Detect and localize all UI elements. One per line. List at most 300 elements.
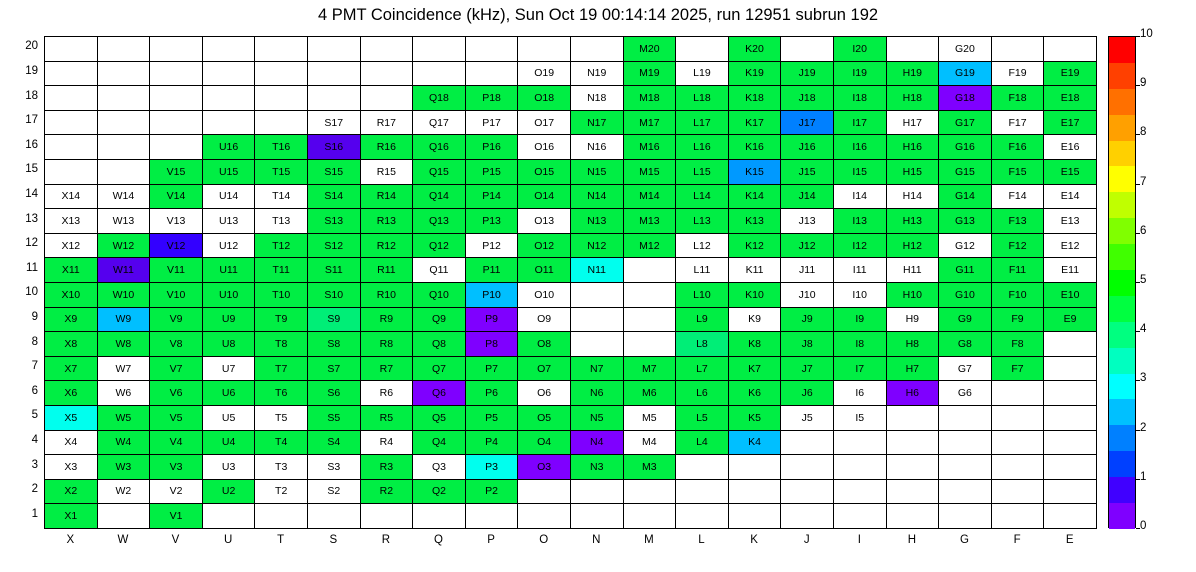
heatmap-cell: I18 [833,86,886,111]
heatmap-cell [728,455,781,480]
heatmap-cell: I9 [833,307,886,332]
heatmap-cell: K12 [728,233,781,258]
heatmap-cell: F12 [991,233,1044,258]
heatmap-cell: X11 [45,258,98,283]
x-axis-tick-label: R [381,534,391,546]
heatmap-cell: W10 [97,282,150,307]
heatmap-row [45,356,1097,381]
heatmap-cell [360,86,413,111]
heatmap-cell: O14 [518,184,571,209]
heatmap-cell [45,159,98,184]
heatmap-cell: W7 [97,356,150,381]
heatmap-cell: N13 [570,209,623,234]
y-axis-tick-label: 10 [25,286,38,299]
y-axis-tick-label: 15 [25,163,38,176]
heatmap-cell: M17 [623,110,676,135]
heatmap-cell: M20 [623,37,676,62]
heatmap-cell: I12 [833,233,886,258]
heatmap-cell [97,159,150,184]
colorbar-band [1109,503,1135,529]
colorbar-tick-mark [1136,85,1140,86]
heatmap-cell [255,61,308,86]
heatmap-cell [413,61,466,86]
heatmap-cell [360,37,413,62]
heatmap-cell [307,61,360,86]
heatmap-cell: U2 [202,479,255,504]
heatmap-cell: X9 [45,307,98,332]
heatmap-cell: P2 [465,479,518,504]
heatmap-cell [150,135,203,160]
y-axis-tick-label: 16 [25,138,38,151]
heatmap-cell: M12 [623,233,676,258]
heatmap-cell: N4 [570,430,623,455]
heatmap-cell: S6 [307,381,360,406]
heatmap-cell: U12 [202,233,255,258]
heatmap-cell: G10 [939,282,992,307]
y-axis-tick-label: 5 [31,409,38,422]
heatmap-cell: L18 [676,86,729,111]
colorbar-tick-mark [1136,36,1140,37]
heatmap-cell: O8 [518,332,571,357]
heatmap-cell: I11 [833,258,886,283]
heatmap-cell: L12 [676,233,729,258]
heatmap-cell: T3 [255,455,308,480]
heatmap-cell: P6 [465,381,518,406]
y-axis-tick-label: 17 [25,114,38,127]
heatmap-cell [570,307,623,332]
heatmap-cell [97,504,150,529]
heatmap-cell [781,455,834,480]
heatmap-cell: J5 [781,405,834,430]
x-axis-tick-label: V [171,534,180,546]
heatmap-cell: R16 [360,135,413,160]
y-axis-tick-label: 14 [25,187,38,200]
heatmap-cell [150,86,203,111]
heatmap-cell [676,479,729,504]
heatmap-cell: L19 [676,61,729,86]
heatmap-cell: P12 [465,233,518,258]
heatmap-cell: Q2 [413,479,466,504]
colorbar-tick-label: 10 [1140,28,1153,40]
heatmap-cell: N11 [570,258,623,283]
heatmap-cell: N16 [570,135,623,160]
heatmap-cell [1044,504,1097,529]
heatmap-cell: X12 [45,233,98,258]
heatmap-cell: L17 [676,110,729,135]
heatmap-cell: H17 [886,110,939,135]
heatmap-cell: N12 [570,233,623,258]
heatmap-cell: O19 [518,61,571,86]
heatmap-cell: H12 [886,233,939,258]
heatmap-cell: T8 [255,332,308,357]
heatmap-cell: T15 [255,159,308,184]
heatmap-cell: R6 [360,381,413,406]
heatmap-cell: G6 [939,381,992,406]
x-axis-tick-label: L [698,534,705,546]
heatmap-cell: S7 [307,356,360,381]
heatmap-cell: L5 [676,405,729,430]
heatmap-cell: X13 [45,209,98,234]
colorbar-band [1109,166,1135,192]
heatmap-cell: P7 [465,356,518,381]
heatmap-cell: T6 [255,381,308,406]
heatmap-cell: I19 [833,61,886,86]
heatmap-cell [991,405,1044,430]
heatmap-cell: Q16 [413,135,466,160]
heatmap-cell: E19 [1044,61,1097,86]
heatmap-cell: U11 [202,258,255,283]
heatmap-cell: F19 [991,61,1044,86]
heatmap-cell: I10 [833,282,886,307]
colorbar-tick-label: 9 [1140,77,1147,90]
heatmap-row [45,258,1097,283]
heatmap-row [45,233,1097,258]
heatmap-cell [45,135,98,160]
heatmap-cell: K18 [728,86,781,111]
colorbar-tick-label: 4 [1140,323,1147,336]
heatmap-cell [833,430,886,455]
heatmap-cell: W3 [97,455,150,480]
heatmap-cell [623,282,676,307]
heatmap-cell: E16 [1044,135,1097,160]
heatmap-cell [570,37,623,62]
heatmap-cell: Q17 [413,110,466,135]
heatmap-row [45,37,1097,62]
heatmap-cell [45,110,98,135]
heatmap-cell [623,332,676,357]
heatmap-cell [202,504,255,529]
heatmap-cell: K14 [728,184,781,209]
heatmap-cell: P8 [465,332,518,357]
colorbar [1108,36,1136,528]
heatmap-cell [307,37,360,62]
heatmap-cell: J8 [781,332,834,357]
heatmap-cell [1044,430,1097,455]
colorbar-band [1109,477,1135,503]
heatmap-cell: X1 [45,504,98,529]
heatmap-cell [360,504,413,529]
x-axis-tick-label: H [907,534,917,546]
heatmap-row [45,209,1097,234]
heatmap-cell: P10 [465,282,518,307]
heatmap-cell [150,61,203,86]
heatmap-cell: O5 [518,405,571,430]
heatmap-cell: J15 [781,159,834,184]
heatmap-cell: L15 [676,159,729,184]
heatmap-cell: E17 [1044,110,1097,135]
colorbar-tick-label: 2 [1140,421,1147,434]
heatmap-cell: Q11 [413,258,466,283]
heatmap-cell [1044,381,1097,406]
heatmap-cell: S3 [307,455,360,480]
heatmap-cell: K19 [728,61,781,86]
colorbar-tick-mark [1136,282,1140,283]
heatmap-cell: F9 [991,307,1044,332]
heatmap-row [45,405,1097,430]
heatmap-cell [676,455,729,480]
heatmap-cell: M14 [623,184,676,209]
heatmap-cell: H18 [886,86,939,111]
heatmap-cell [255,37,308,62]
heatmap-cell: T16 [255,135,308,160]
colorbar-band [1109,322,1135,348]
heatmap-cell: E13 [1044,209,1097,234]
heatmap-cell: O11 [518,258,571,283]
heatmap-cell: J17 [781,110,834,135]
heatmap-cell: W2 [97,479,150,504]
heatmap-cell: V14 [150,184,203,209]
heatmap-cell: V3 [150,455,203,480]
heatmap-cell: V8 [150,332,203,357]
heatmap-cell [307,86,360,111]
heatmap-cell [518,37,571,62]
heatmap-cell: K11 [728,258,781,283]
heatmap-cell: G7 [939,356,992,381]
heatmap-cell: F18 [991,86,1044,111]
colorbar-tick-label: 5 [1140,274,1147,286]
heatmap-cell: I20 [833,37,886,62]
heatmap-cell: J7 [781,356,834,381]
colorbar-tick-mark [1136,479,1140,480]
heatmap-cell [991,37,1044,62]
heatmap-cell: R14 [360,184,413,209]
heatmap-cell [97,37,150,62]
colorbar-band [1109,63,1135,89]
heatmap-cell: L7 [676,356,729,381]
heatmap-row [45,479,1097,504]
heatmap-cell: J6 [781,381,834,406]
colorbar-tick-mark [1136,430,1140,431]
heatmap-cell [202,110,255,135]
heatmap-cell: X14 [45,184,98,209]
heatmap-cell: N5 [570,405,623,430]
heatmap-cell: P13 [465,209,518,234]
heatmap-cell: Q14 [413,184,466,209]
heatmap-cell: G14 [939,184,992,209]
colorbar-band [1109,141,1135,167]
heatmap-cell: T12 [255,233,308,258]
heatmap-cell: F7 [991,356,1044,381]
heatmap-cell [991,455,1044,480]
colorbar-tick-label: 6 [1140,224,1147,237]
heatmap-cell: N17 [570,110,623,135]
heatmap-cell: S16 [307,135,360,160]
heatmap-cell: V5 [150,405,203,430]
heatmap-cell: F17 [991,110,1044,135]
heatmap-cell [360,61,413,86]
heatmap-cell: O17 [518,110,571,135]
heatmap-cell [623,479,676,504]
heatmap-cell: H6 [886,381,939,406]
heatmap-row [45,455,1097,480]
heatmap-cell [255,110,308,135]
x-axis-tick-label: M [644,534,654,546]
heatmap-cell [570,332,623,357]
heatmap-cell: R5 [360,405,413,430]
heatmap-cell [939,479,992,504]
heatmap-cell: G18 [939,86,992,111]
heatmap-cell: K13 [728,209,781,234]
colorbar-tick-label: 0 [1140,520,1147,532]
heatmap-cell: P11 [465,258,518,283]
heatmap-cell: T13 [255,209,308,234]
heatmap-cell: O7 [518,356,571,381]
heatmap-cell: K4 [728,430,781,455]
heatmap-row [45,86,1097,111]
heatmap-cell: E15 [1044,159,1097,184]
heatmap-cell [939,455,992,480]
heatmap-cell [886,504,939,529]
heatmap-cell: S8 [307,332,360,357]
heatmap-cell [45,61,98,86]
heatmap-cell: F16 [991,135,1044,160]
heatmap-cell: U16 [202,135,255,160]
heatmap-cell [886,455,939,480]
heatmap-cell: P16 [465,135,518,160]
heatmap-cell: O9 [518,307,571,332]
heatmap-cell: O12 [518,233,571,258]
heatmap-cell: V11 [150,258,203,283]
heatmap-cell: V10 [150,282,203,307]
heatmap-cell: R9 [360,307,413,332]
heatmap-cell: R17 [360,110,413,135]
heatmap-cell: F11 [991,258,1044,283]
heatmap-cell: P3 [465,455,518,480]
heatmap-cell: R12 [360,233,413,258]
heatmap-cell: Q18 [413,86,466,111]
heatmap-cell: S5 [307,405,360,430]
heatmap-cell: E18 [1044,86,1097,111]
heatmap-cell: K7 [728,356,781,381]
heatmap-cell [728,479,781,504]
heatmap-cell: Q13 [413,209,466,234]
heatmap-cell: G11 [939,258,992,283]
heatmap-cell: W13 [97,209,150,234]
heatmap-cell: T4 [255,430,308,455]
heatmap-cell: N7 [570,356,623,381]
heatmap-cell: F15 [991,159,1044,184]
heatmap-cell: N6 [570,381,623,406]
heatmap-cell: G16 [939,135,992,160]
heatmap-cell [518,479,571,504]
heatmap-cell: L10 [676,282,729,307]
heatmap-row [45,184,1097,209]
heatmap-cell: Q3 [413,455,466,480]
heatmap-cell: L8 [676,332,729,357]
heatmap-cell: S10 [307,282,360,307]
heatmap-cell: O4 [518,430,571,455]
heatmap-cell: N18 [570,86,623,111]
heatmap-cell [255,86,308,111]
heatmap-cell: G20 [939,37,992,62]
heatmap-cell [97,135,150,160]
heatmap-cell: O6 [518,381,571,406]
heatmap-cell [676,504,729,529]
heatmap-cell [781,479,834,504]
y-axis-tick-label: 4 [31,433,38,446]
heatmap-cell: V12 [150,233,203,258]
heatmap-cell: O10 [518,282,571,307]
heatmap-cell: K20 [728,37,781,62]
heatmap-cell: P18 [465,86,518,111]
heatmap-cell [465,37,518,62]
heatmap-cell [307,504,360,529]
heatmap-cell: F10 [991,282,1044,307]
heatmap-cell: R4 [360,430,413,455]
heatmap-cell [45,37,98,62]
heatmap-cell: K8 [728,332,781,357]
y-axis-tick-label: 7 [31,360,38,373]
heatmap-cell: T14 [255,184,308,209]
heatmap-cell [1044,37,1097,62]
heatmap-cell: Q8 [413,332,466,357]
heatmap-cell [781,504,834,529]
heatmap-cell: H7 [886,356,939,381]
heatmap-cell: E11 [1044,258,1097,283]
heatmap-cell: V15 [150,159,203,184]
heatmap-cell: W6 [97,381,150,406]
heatmap-row [45,110,1097,135]
heatmap-cell: L16 [676,135,729,160]
colorbar-tick-mark [1136,134,1140,135]
heatmap-cell: M5 [623,405,676,430]
heatmap-cell [991,504,1044,529]
x-axis-tick-label: E [1065,534,1074,546]
heatmap-cell: I5 [833,405,886,430]
heatmap-cell: W14 [97,184,150,209]
heatmap-cell: I16 [833,135,886,160]
heatmap-cell [991,479,1044,504]
heatmap-cell: R10 [360,282,413,307]
heatmap-cell [150,37,203,62]
heatmap-cell: Q15 [413,159,466,184]
heatmap-cell: L9 [676,307,729,332]
colorbar-band [1109,37,1135,63]
heatmap-cell: V6 [150,381,203,406]
heatmap-cell: L11 [676,258,729,283]
heatmap-cell: U14 [202,184,255,209]
heatmap-cell: U10 [202,282,255,307]
heatmap-grid [44,36,1097,529]
heatmap-cell: V13 [150,209,203,234]
colorbar-band [1109,399,1135,425]
x-axis-tick-label: G [960,534,969,546]
heatmap-cell: K15 [728,159,781,184]
heatmap-cell: I13 [833,209,886,234]
heatmap-cell: I8 [833,332,886,357]
y-axis-tick-label: 20 [25,40,38,53]
heatmap-cell: P5 [465,405,518,430]
heatmap-cell: X3 [45,455,98,480]
heatmap-cell: V2 [150,479,203,504]
y-axis-tick-label: 2 [31,483,38,496]
colorbar-tick-label: 8 [1140,126,1147,139]
heatmap-cell: M18 [623,86,676,111]
colorbar-band [1109,296,1135,322]
heatmap-cell: J19 [781,61,834,86]
heatmap-cell [1044,356,1097,381]
heatmap-cell: J16 [781,135,834,160]
heatmap-cell: P4 [465,430,518,455]
heatmap-cell: W9 [97,307,150,332]
heatmap-cell: E12 [1044,233,1097,258]
heatmap-cell: J11 [781,258,834,283]
heatmap-cell: U13 [202,209,255,234]
x-axis-tick-label: T [277,534,285,546]
heatmap-cell: N15 [570,159,623,184]
heatmap-cell [833,455,886,480]
heatmap-cell: J13 [781,209,834,234]
